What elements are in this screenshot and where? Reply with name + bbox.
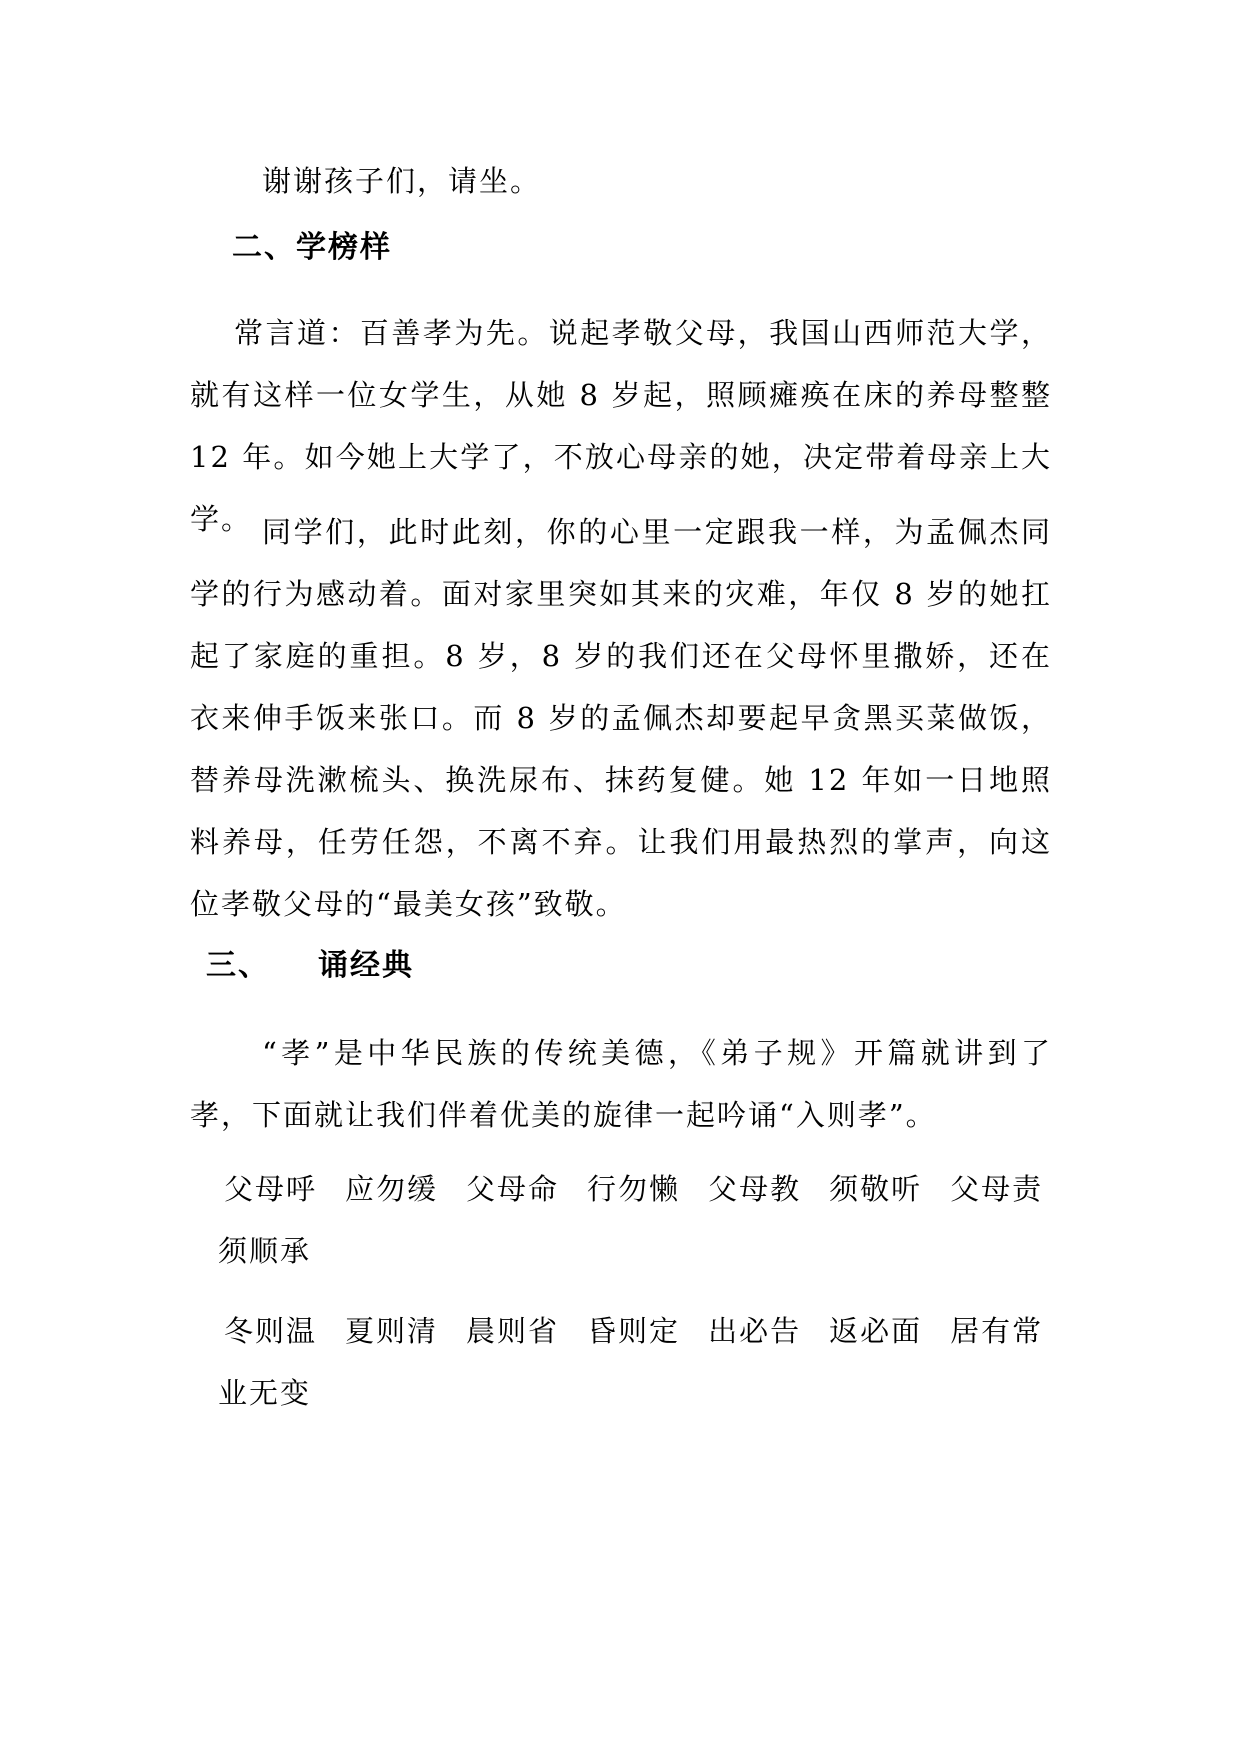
section-number: 三、	[206, 948, 270, 983]
verse-phrase: 父母呼	[224, 1172, 318, 1206]
section-heading-recite-classics	[206, 946, 414, 986]
verse-phrase: 晨则省	[466, 1314, 560, 1348]
verse-phrase: 冬则温	[224, 1314, 318, 1348]
paragraph-saying: 常言道：百善孝为先。说起孝敬父母，我国山西师范大学，就有这样一位女学生，从她 8 岁起，照顾瘫痪在床的养母整整 12 年。如今她上大学了，不放心母亲的她，决定带着母亲上大学。	[190, 316, 1052, 536]
verse-phrase: 应勿缓	[345, 1172, 439, 1206]
verse-phrase: 出必告	[708, 1314, 802, 1348]
paragraph-thanks: 谢谢孩子们，请坐。	[262, 164, 542, 198]
verse-phrase: 父母教	[708, 1172, 802, 1206]
verse-stanza-1	[190, 1158, 1052, 1282]
verse-phrase: 父母责	[950, 1172, 1044, 1206]
verse-phrase: 返必面	[829, 1314, 923, 1348]
verse-phrase: 行勿懒	[587, 1172, 681, 1206]
paragraph-xiao: “孝”是中华民族的传统美德，《弟子规》开篇就讲到了孝，下面就让我们伴着优美的旋律一起吟诵“入则孝”。	[190, 1036, 1052, 1132]
verse-phrase: 昏则定	[587, 1314, 681, 1348]
section-title: 诵经典	[318, 948, 414, 983]
verse-stanza-2	[190, 1300, 1052, 1424]
verse-phrase: 居有常	[950, 1314, 1044, 1348]
verse-phrase: 夏则清	[345, 1314, 439, 1348]
section-heading-learn-models: 二、学榜样	[232, 230, 392, 265]
verse-phrase: 须敬听	[829, 1172, 923, 1206]
verse-phrase: 业无变	[218, 1376, 312, 1410]
verse-phrase: 须顺承	[218, 1234, 312, 1268]
paragraph-classmates: 同学们，此时此刻，你的心里一定跟我一样，为孟佩杰同学的行为感动着。面对家里突如其来的灾难，年仅 8 岁的她扛起了家庭的重担。8 岁，8 岁的我们还在父母怀里撒娇，还在衣来伸手饭来张口。而 8 岁的孟佩杰却要起早贪黑买菜做饭，替养母洗漱梳头、换洗尿布、抹药复健。她 12 年如一日地照料养母，任劳任怨，不离不弃。让我们用最热烈的掌声，向这位孝敬父母的“最美女孩”致敬。	[190, 515, 1052, 921]
verse-phrase: 父母命	[466, 1172, 560, 1206]
